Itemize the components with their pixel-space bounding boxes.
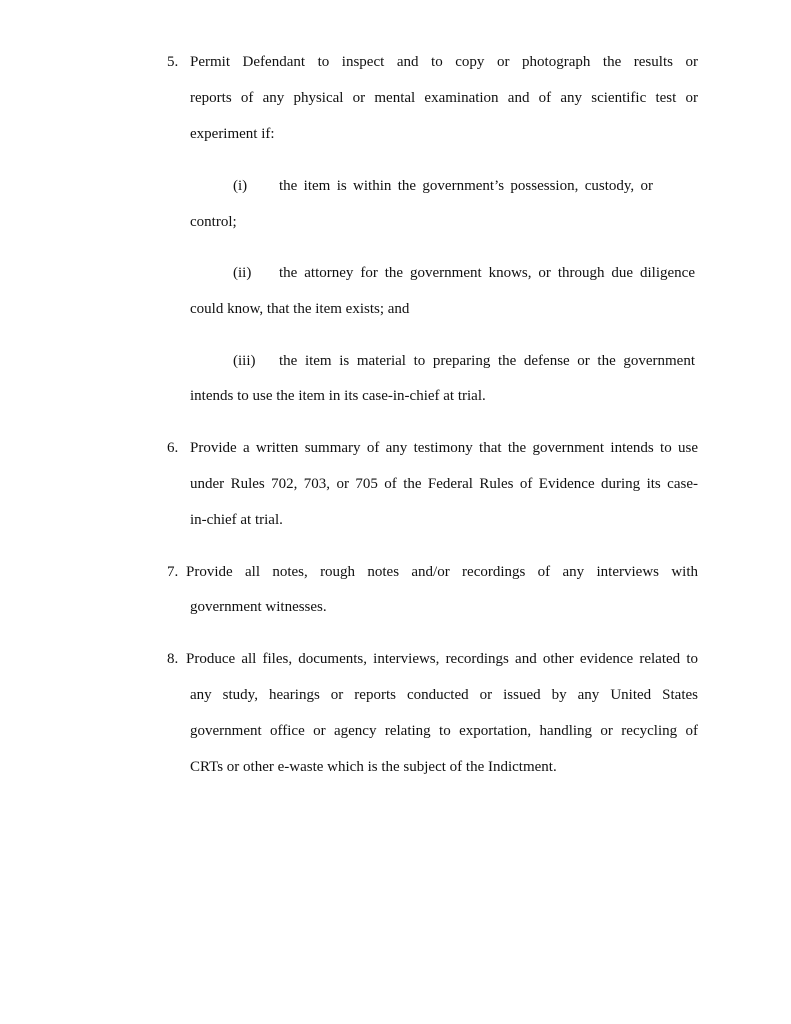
item-8-line-4: CRTs or other e-waste which is the subject of the Indictment. xyxy=(190,759,557,775)
item-7-line-2: government witnesses. xyxy=(190,599,327,615)
subitem-iii-text: the item is material to preparing the defense or the government xyxy=(279,353,695,369)
subitem-iii-label: (iii) xyxy=(233,353,256,369)
item-5-line-3: experiment if: xyxy=(190,126,275,142)
item-6-line-1: Provide a written summary of any testimony that the government intends to use xyxy=(190,440,698,456)
item-8-line-3: government office or agency relating to exportation, handling or recycling of xyxy=(190,723,698,739)
item-7-line-1: Provide all notes, rough notes and/or recordings of any interviews with xyxy=(186,564,698,580)
item-5-line-1: Permit Defendant to inspect and to copy or photograph the results or xyxy=(190,54,698,70)
item-6-line-3: in-chief at trial. xyxy=(190,512,283,528)
subitem-i-continuation: control; xyxy=(190,214,237,230)
subitem-i-text: the item is within the government’s possession, custody, or xyxy=(279,178,653,194)
item-7-number: 7. xyxy=(167,564,179,580)
subitem-i-label: (i) xyxy=(233,178,248,194)
subitem-ii-label: (ii) xyxy=(233,265,252,281)
item-8-line-1: Produce all files, documents, interviews, recordings and other evidence related to xyxy=(186,651,698,667)
subitem-iii-continuation: intends to use the item in its case-in-chief at trial. xyxy=(190,388,486,404)
item-6-number: 6. xyxy=(167,440,179,456)
item-5-line-2: reports of any physical or mental examination and of any scientific test or xyxy=(190,90,698,106)
item-8-line-2: any study, hearings or reports conducted or issued by any United States xyxy=(190,687,698,703)
item-8-number: 8. xyxy=(167,651,179,667)
item-5-number: 5. xyxy=(167,54,179,70)
subitem-ii-text: the attorney for the government knows, or through due diligence xyxy=(279,265,695,281)
item-6-line-2: under Rules 702, 703, or 705 of the Federal Rules of Evidence during its case- xyxy=(190,476,698,492)
subitem-ii-continuation: could know, that the item exists; and xyxy=(190,301,410,317)
